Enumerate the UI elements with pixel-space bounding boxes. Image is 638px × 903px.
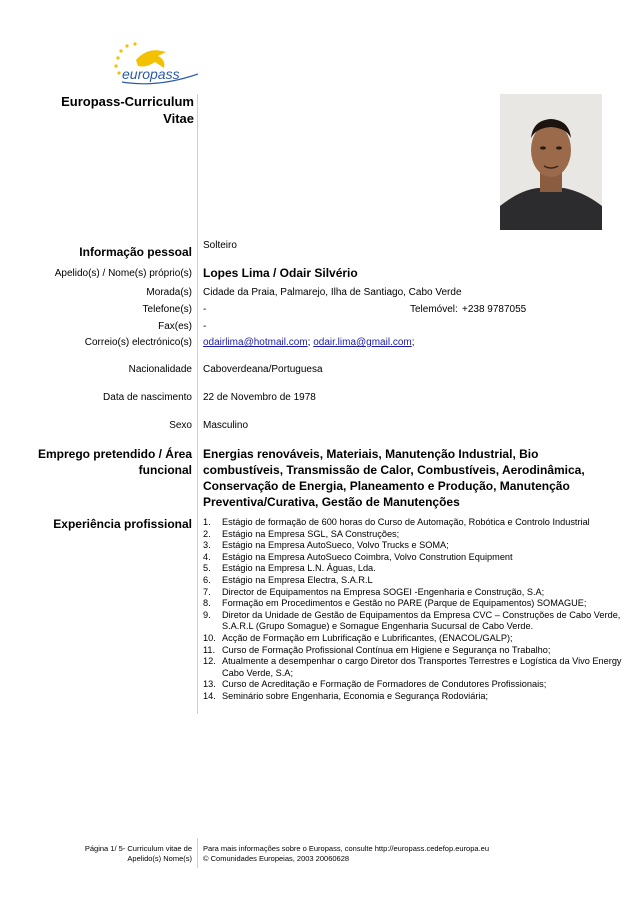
fax-label: Fax(es) [158,321,192,332]
section-experience: Experiência profissional [53,517,192,531]
europass-logo [108,38,198,90]
title-line-1: Europass-Curriculum [61,94,194,109]
birth-value: 22 de Novembro de 1978 [203,392,316,403]
footer-page-info [85,844,192,864]
email-end: ; [411,337,415,348]
logo-text: europass [122,66,180,82]
profile-photo [500,94,602,230]
europass-logo-icon [108,38,198,90]
experience-item: 11. Curso de Formação Profissional Contínua em Higiene e Segurança no Trabalho; [203,644,551,655]
footer-right-line-2: © Comunidades Europeias, 2003 20060628 [203,854,350,863]
section-personal-info: Informação pessoal [79,245,192,259]
experience-item: 10. Acção de Formação em Lubrificação e Lubrificantes, (ENACOL/GALP); [203,632,513,643]
phone-value: - [203,304,207,315]
experience-item: 4. Estágio na Empresa AutoSueco Coimbra, Volvo Constrution Equipment [203,551,513,562]
nationality-label: Nacionalidade [128,364,192,375]
mobile-value: +238 9787055 [462,304,527,315]
experience-item: 6. Estágio na Empresa Electra, S.A.R.L [203,574,373,585]
desired-job-label-1: Emprego pretendido / Área [37,447,192,461]
experience-item: 5. Estágio na Empresa L.N. Águas, Lda. [203,563,376,574]
portrait-icon [500,94,602,230]
footer-divider [197,838,198,868]
footer-left-line-1: Página 1/ 5- Curriculum vitae de [84,844,192,853]
sex-value: Masculino [203,420,249,431]
email-link-2[interactable]: odair.lima@gmail.com [313,337,412,348]
footer-right-line-1: Para mais informações sobre o Europass, consulte http://europass.cedefop.europa.eu [203,844,489,853]
experience-list [203,517,623,703]
full-name: Lopes Lima / Odair Silvério [203,266,358,280]
phone-label: Telefone(s) [142,304,192,315]
address-value: Cidade da Praia, Palmarejo, Ilha de Santiago, Cabo Verde [203,287,462,298]
email-link-1[interactable]: odairlima@hotmail.com [203,337,308,348]
email-label: Correio(s) electrónico(s) [84,337,192,348]
experience-item: 14. Seminário sobre Engenharia, Economia e Segurança Rodoviária; [203,690,489,701]
experience-item: 1. Estágio de formação de 600 horas do Curso de Automação, Robótica e Controlo Industrial [203,517,590,527]
experience-item: 12. Atualmente a desempenhar o cargo Diretor dos Transportes Terrestres e Logística da Vivo Energy Cabo Verde, S.A; [203,656,622,678]
experience-item: 9. Diretor da Unidade de Gestão de Equipamentos da Empresa CVC – Construções de Cabo Verde, S.A.R.L (Grupo Somague) e Somague Engenharia Sucursal de Cabo Verde. [203,609,621,632]
birth-label: Data de nascimento [103,392,192,403]
title-line-2: Vitae [163,111,194,126]
email-values [203,337,415,348]
experience-item: 13. Curso de Acreditação e Formação de Formadores de Condutores Profissionais; [203,679,547,690]
experience-item: 3. Estágio na Empresa AutoSueco, Volvo Trucks e SOMA; [203,540,449,551]
desired-job-label-2: funcional [138,463,192,477]
experience-item: 2. Estágio na Empresa SGL, SA Construções; [203,528,400,539]
experience-item: 8. Formação em Procedimentos e Gestão no PARE (Parque de Equipamentos) SOMAGUE; [203,598,587,609]
experience-item: 7. Director de Equipamentos na Empresa SOGEI -Engenharia e Construção, S.A; [203,586,545,597]
footer-europass-info [203,844,489,864]
nationality-value: Caboverdeana/Portuguesa [203,364,323,375]
section-desired-job [38,446,192,478]
document-title [58,93,194,127]
sex-label: Sexo [169,420,192,431]
address-label: Morada(s) [146,287,192,298]
footer-left-line-2: Apelido(s) Nome(s) [127,854,192,863]
mobile-label: Telemóvel: [410,304,458,315]
column-divider [197,94,198,714]
email-separator: ; [307,337,311,348]
fax-value: - [203,321,207,332]
desired-job-value: Energias renováveis, Materiais, Manutenção Industrial, Bio combustíveis, Transmissão de Calor, Combustíveis, Aerodinâmica, Conservação de Energia, Planeamento e Produção, Manutenção Preventiva/Curativa, Gestão de Manutenções [203,447,585,509]
marital-status: Solteiro [203,240,237,251]
name-label: Apelido(s) / Nome(s) próprio(s) [54,268,192,279]
